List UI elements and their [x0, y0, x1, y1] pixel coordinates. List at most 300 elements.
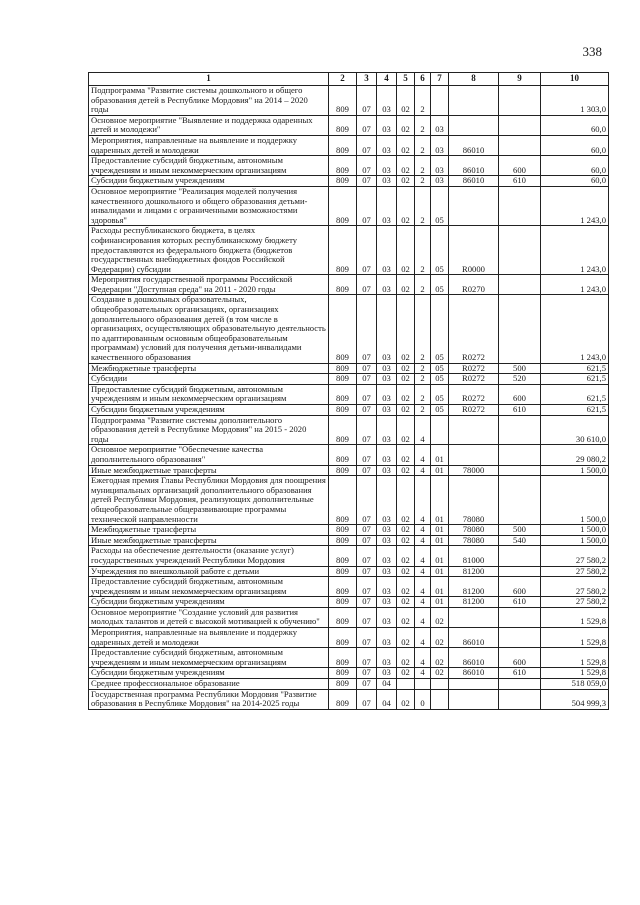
table-row: [89, 115, 609, 135]
event-code: 02: [431, 628, 449, 648]
subsection-code: 03: [377, 628, 397, 648]
program-code: 02: [397, 648, 415, 668]
section-code: 07: [357, 597, 377, 608]
row-name: Учреждения по внешкольной работе с детьми: [89, 566, 329, 577]
direction-code: [449, 115, 499, 135]
table-row: [89, 363, 609, 374]
row-name: Предоставление субсидий бюджетным, автономным учреждениям и иным некоммерческим организациям: [89, 384, 329, 404]
program-code: 02: [397, 176, 415, 187]
program-code: 02: [397, 186, 415, 225]
program-code: 02: [397, 275, 415, 295]
section-code: 07: [357, 186, 377, 225]
row-name: Субсидии бюджетным учреждениям: [89, 176, 329, 187]
section-code: 07: [357, 295, 377, 363]
direction-code: [449, 415, 499, 445]
subprogram-code: 4: [415, 535, 431, 546]
event-code: [431, 689, 449, 709]
row-name: Субсидии бюджетным учреждениям: [89, 668, 329, 679]
subprogram-code: 4: [415, 445, 431, 465]
subsection-code: 03: [377, 546, 397, 566]
column-header: 7: [431, 73, 449, 86]
subprogram-code: 2: [415, 156, 431, 176]
subprogram-code: 2: [415, 275, 431, 295]
row-name: Подпрограмма "Развитие системы дошкольного и общего образования детей в Республике Мордовия" на 2014 – 2020 годы: [89, 86, 329, 116]
subsection-code: 03: [377, 135, 397, 155]
section-code: 07: [357, 415, 377, 445]
program-code: 02: [397, 546, 415, 566]
table-row: [89, 679, 609, 690]
amount: 60,0: [541, 135, 609, 155]
program-code: 02: [397, 405, 415, 416]
direction-code: 86010: [449, 135, 499, 155]
program-code: 02: [397, 476, 415, 525]
subprogram-code: 4: [415, 546, 431, 566]
admin-code: 809: [329, 607, 357, 627]
section-code: 07: [357, 679, 377, 690]
subsection-code: 03: [377, 577, 397, 597]
direction-code: [449, 607, 499, 627]
subprogram-code: [415, 679, 431, 690]
admin-code: 809: [329, 363, 357, 374]
table-header-row: [89, 73, 609, 86]
expense-type-code: [499, 465, 541, 476]
amount: 1 243,0: [541, 275, 609, 295]
subprogram-code: 4: [415, 415, 431, 445]
program-code: 02: [397, 374, 415, 385]
table-row: [89, 384, 609, 404]
event-code: 05: [431, 384, 449, 404]
expense-type-code: [499, 275, 541, 295]
subprogram-code: 2: [415, 384, 431, 404]
event-code: 05: [431, 226, 449, 275]
event-code: 05: [431, 405, 449, 416]
admin-code: 809: [329, 384, 357, 404]
subprogram-code: 4: [415, 465, 431, 476]
row-name: Основное мероприятие "Выявление и поддержка одаренных детей и молодежи": [89, 115, 329, 135]
row-name: Межбюджетные трансферты: [89, 525, 329, 536]
row-name: Среднее профессиональное образование: [89, 679, 329, 690]
admin-code: 809: [329, 679, 357, 690]
event-code: 02: [431, 607, 449, 627]
expense-type-code: [499, 415, 541, 445]
expense-type-code: 610: [499, 597, 541, 608]
admin-code: 809: [329, 476, 357, 525]
direction-code: R0272: [449, 295, 499, 363]
table-row: [89, 648, 609, 668]
subsection-code: 03: [377, 415, 397, 445]
row-name: Мероприятия государственной программы Российской Федерации "Доступная среда" на 2011 - 2020 годы: [89, 275, 329, 295]
direction-code: 81200: [449, 566, 499, 577]
admin-code: 809: [329, 535, 357, 546]
program-code: 02: [397, 577, 415, 597]
expense-type-code: 600: [499, 384, 541, 404]
row-name: Межбюджетные трансферты: [89, 363, 329, 374]
subprogram-code: 2: [415, 405, 431, 416]
section-code: 07: [357, 135, 377, 155]
subsection-code: 03: [377, 374, 397, 385]
column-header: 2: [329, 73, 357, 86]
subsection-code: 03: [377, 535, 397, 546]
row-name: Субсидии: [89, 374, 329, 385]
column-header: 8: [449, 73, 499, 86]
program-code: 02: [397, 607, 415, 627]
amount: 27 580,2: [541, 577, 609, 597]
subprogram-code: 4: [415, 525, 431, 536]
expense-type-code: [499, 679, 541, 690]
subsection-code: 03: [377, 445, 397, 465]
expense-type-code: [499, 295, 541, 363]
subsection-code: 03: [377, 525, 397, 536]
amount: 1 529,8: [541, 607, 609, 627]
subsection-code: 03: [377, 648, 397, 668]
section-code: 07: [357, 535, 377, 546]
amount: 60,0: [541, 176, 609, 187]
direction-code: R0000: [449, 226, 499, 275]
table-row: [89, 176, 609, 187]
event-code: 03: [431, 135, 449, 155]
table-row: [89, 135, 609, 155]
program-code: 02: [397, 115, 415, 135]
program-code: 02: [397, 689, 415, 709]
admin-code: 809: [329, 628, 357, 648]
subprogram-code: 2: [415, 135, 431, 155]
subprogram-code: 2: [415, 115, 431, 135]
row-name: Основное мероприятие "Создание условий для развития молодых талантов и детей с высокой мотивацией к обучению": [89, 607, 329, 627]
event-code: 01: [431, 476, 449, 525]
section-code: 07: [357, 525, 377, 536]
event-code: [431, 415, 449, 445]
admin-code: 809: [329, 374, 357, 385]
amount: 621,5: [541, 405, 609, 416]
amount: 29 080,2: [541, 445, 609, 465]
direction-code: R0270: [449, 275, 499, 295]
subsection-code: 03: [377, 226, 397, 275]
program-code: 02: [397, 535, 415, 546]
direction-code: 81000: [449, 546, 499, 566]
subsection-code: 03: [377, 597, 397, 608]
event-code: 03: [431, 156, 449, 176]
section-code: 07: [357, 668, 377, 679]
admin-code: 809: [329, 577, 357, 597]
column-header: 10: [541, 73, 609, 86]
direction-code: R0272: [449, 374, 499, 385]
table-row: [89, 405, 609, 416]
table-row: [89, 476, 609, 525]
section-code: 07: [357, 156, 377, 176]
amount: 27 580,2: [541, 546, 609, 566]
table-row: [89, 577, 609, 597]
section-code: 07: [357, 226, 377, 275]
subprogram-code: 4: [415, 648, 431, 668]
event-code: 03: [431, 115, 449, 135]
admin-code: 809: [329, 226, 357, 275]
program-code: 02: [397, 295, 415, 363]
admin-code: 809: [329, 295, 357, 363]
direction-code: 81200: [449, 597, 499, 608]
admin-code: 809: [329, 186, 357, 225]
event-code: 05: [431, 275, 449, 295]
subsection-code: 03: [377, 476, 397, 525]
budget-table: [88, 72, 609, 710]
row-name: Государственная программа Республики Мордовия "Развитие образования в Республике Мордовия" на 2014-2025 годы: [89, 689, 329, 709]
program-code: 02: [397, 525, 415, 536]
event-code: [431, 679, 449, 690]
expense-type-code: 600: [499, 577, 541, 597]
expense-type-code: 600: [499, 156, 541, 176]
table-row: [89, 226, 609, 275]
section-code: 07: [357, 566, 377, 577]
table-row: [89, 374, 609, 385]
amount: 1 500,0: [541, 465, 609, 476]
row-name: Расходы на обеспечение деятельности (оказание услуг) государственных учреждений Республики Мордовия: [89, 546, 329, 566]
amount: 27 580,2: [541, 566, 609, 577]
program-code: 02: [397, 415, 415, 445]
amount: 30 610,0: [541, 415, 609, 445]
program-code: 02: [397, 465, 415, 476]
amount: 1 529,8: [541, 668, 609, 679]
amount: 60,0: [541, 156, 609, 176]
subsection-code: 04: [377, 689, 397, 709]
subprogram-code: 4: [415, 597, 431, 608]
section-code: 07: [357, 374, 377, 385]
row-name: Мероприятия, направленные на выявление и поддержку одаренных детей и молодежи: [89, 135, 329, 155]
admin-code: 809: [329, 176, 357, 187]
admin-code: 809: [329, 405, 357, 416]
table-row: [89, 465, 609, 476]
row-name: Предоставление субсидий бюджетным, автономным учреждениям и иным некоммерческим организациям: [89, 648, 329, 668]
column-header: 9: [499, 73, 541, 86]
subsection-code: 03: [377, 363, 397, 374]
event-code: 02: [431, 648, 449, 668]
amount: 621,5: [541, 374, 609, 385]
expense-type-code: 610: [499, 176, 541, 187]
table-row: [89, 445, 609, 465]
table-row: [89, 535, 609, 546]
amount: 621,5: [541, 363, 609, 374]
admin-code: 809: [329, 465, 357, 476]
subsection-code: 03: [377, 295, 397, 363]
section-code: 07: [357, 628, 377, 648]
event-code: 01: [431, 445, 449, 465]
expense-type-code: 500: [499, 525, 541, 536]
subprogram-code: 4: [415, 476, 431, 525]
admin-code: 809: [329, 566, 357, 577]
expense-type-code: [499, 115, 541, 135]
direction-code: R0272: [449, 384, 499, 404]
subsection-code: 03: [377, 566, 397, 577]
direction-code: [449, 186, 499, 225]
admin-code: 809: [329, 115, 357, 135]
program-code: 02: [397, 363, 415, 374]
program-code: 02: [397, 597, 415, 608]
table-row: [89, 566, 609, 577]
table-row: [89, 668, 609, 679]
table-row: [89, 689, 609, 709]
event-code: 03: [431, 176, 449, 187]
table-row: [89, 525, 609, 536]
subsection-code: 03: [377, 465, 397, 476]
subprogram-code: 2: [415, 226, 431, 275]
expense-type-code: [499, 445, 541, 465]
table-row: [89, 628, 609, 648]
amount: 1 243,0: [541, 186, 609, 225]
section-code: 07: [357, 176, 377, 187]
admin-code: 809: [329, 689, 357, 709]
subsection-code: 03: [377, 384, 397, 404]
event-code: 05: [431, 186, 449, 225]
subprogram-code: 0: [415, 689, 431, 709]
subsection-code: 04: [377, 679, 397, 690]
direction-code: 78080: [449, 535, 499, 546]
subprogram-code: 2: [415, 295, 431, 363]
subprogram-code: 4: [415, 668, 431, 679]
direction-code: 86010: [449, 156, 499, 176]
section-code: 07: [357, 465, 377, 476]
table-row: [89, 607, 609, 627]
admin-code: 809: [329, 668, 357, 679]
event-code: 01: [431, 525, 449, 536]
page-number: 338: [582, 44, 602, 59]
direction-code: 86010: [449, 628, 499, 648]
direction-code: 86010: [449, 668, 499, 679]
expense-type-code: [499, 135, 541, 155]
program-code: 02: [397, 156, 415, 176]
direction-code: [449, 679, 499, 690]
admin-code: 809: [329, 275, 357, 295]
subprogram-code: 4: [415, 566, 431, 577]
section-code: 07: [357, 689, 377, 709]
subsection-code: 03: [377, 275, 397, 295]
amount: 1 500,0: [541, 525, 609, 536]
amount: 27 580,2: [541, 597, 609, 608]
expense-type-code: [499, 628, 541, 648]
amount: 518 059,0: [541, 679, 609, 690]
subsection-code: 03: [377, 86, 397, 116]
row-name: Предоставление субсидий бюджетным, автономным учреждениям и иным некоммерческим организациям: [89, 577, 329, 597]
event-code: 01: [431, 465, 449, 476]
amount: 621,5: [541, 384, 609, 404]
expense-type-code: [499, 226, 541, 275]
subsection-code: 03: [377, 176, 397, 187]
section-code: 07: [357, 546, 377, 566]
direction-code: [449, 86, 499, 116]
row-name: Субсидии бюджетным учреждениям: [89, 597, 329, 608]
row-name: Иные межбюджетные трансферты: [89, 465, 329, 476]
table-body: [89, 86, 609, 710]
column-header: 4: [377, 73, 397, 86]
section-code: 07: [357, 275, 377, 295]
event-code: 01: [431, 597, 449, 608]
direction-code: 78080: [449, 476, 499, 525]
table-row: [89, 597, 609, 608]
subprogram-code: 4: [415, 607, 431, 627]
subsection-code: 03: [377, 115, 397, 135]
admin-code: 809: [329, 135, 357, 155]
row-name: Предоставление субсидий бюджетным, автономным учреждениям и иным некоммерческим организациям: [89, 156, 329, 176]
column-header: 5: [397, 73, 415, 86]
admin-code: 809: [329, 546, 357, 566]
subprogram-code: 2: [415, 374, 431, 385]
column-header: 6: [415, 73, 431, 86]
row-name: Мероприятия, направленные на выявление и поддержку одаренных детей и молодежи: [89, 628, 329, 648]
event-code: 01: [431, 535, 449, 546]
row-name: Субсидии бюджетным учреждениям: [89, 405, 329, 416]
event-code: 02: [431, 668, 449, 679]
row-name: Создание в дошкольных образовательных, общеобразовательных организациях, организациях дополнительного образования детей (в том числе в организациях, осуществляющих образовательную деятельность по адаптированным основным общеобразовательным программам) условий для получения детьми-инвалидами качественного образования: [89, 295, 329, 363]
amount: 60,0: [541, 115, 609, 135]
row-name: Ежегодная премия Главы Республики Мордовия для поощрения муниципальных организаций дополнительного образования детей Республики Мордовия, реализующих дополнительные общеобразовательные общеразвивающие программы технической направленности: [89, 476, 329, 525]
event-code: 05: [431, 295, 449, 363]
column-header: 3: [357, 73, 377, 86]
expense-type-code: [499, 689, 541, 709]
event-code: 01: [431, 546, 449, 566]
amount: 1 529,8: [541, 628, 609, 648]
program-code: 02: [397, 668, 415, 679]
direction-code: 86010: [449, 648, 499, 668]
subsection-code: 03: [377, 668, 397, 679]
subsection-code: 03: [377, 156, 397, 176]
direction-code: [449, 445, 499, 465]
amount: 1 243,0: [541, 226, 609, 275]
section-code: 07: [357, 86, 377, 116]
program-code: 02: [397, 628, 415, 648]
amount: 1 500,0: [541, 535, 609, 546]
row-name: Основное мероприятие "Реализация моделей получения качественного дошкольного и общего образования детьми-инвалидами и лицами с ограниченными возможностями здоровья": [89, 186, 329, 225]
admin-code: 809: [329, 597, 357, 608]
section-code: 07: [357, 577, 377, 597]
section-code: 07: [357, 607, 377, 627]
program-code: 02: [397, 566, 415, 577]
expense-type-code: 600: [499, 648, 541, 668]
table-row: [89, 156, 609, 176]
amount: 504 999,3: [541, 689, 609, 709]
expense-type-code: 520: [499, 374, 541, 385]
subsection-code: 03: [377, 607, 397, 627]
table-row: [89, 546, 609, 566]
subprogram-code: 2: [415, 86, 431, 116]
section-code: 07: [357, 405, 377, 416]
expense-type-code: 610: [499, 405, 541, 416]
event-code: 01: [431, 577, 449, 597]
amount: 1 529,8: [541, 648, 609, 668]
expense-type-code: [499, 546, 541, 566]
subsection-code: 03: [377, 405, 397, 416]
direction-code: 81200: [449, 577, 499, 597]
section-code: 07: [357, 363, 377, 374]
section-code: 07: [357, 384, 377, 404]
subprogram-code: 2: [415, 186, 431, 225]
expense-type-code: 500: [499, 363, 541, 374]
table-row: [89, 86, 609, 116]
program-code: 02: [397, 384, 415, 404]
subprogram-code: 2: [415, 176, 431, 187]
expense-type-code: [499, 566, 541, 577]
program-code: 02: [397, 226, 415, 275]
direction-code: 86010: [449, 176, 499, 187]
amount: 1 303,0: [541, 86, 609, 116]
direction-code: 78080: [449, 525, 499, 536]
event-code: 05: [431, 363, 449, 374]
expense-type-code: [499, 476, 541, 525]
subprogram-code: 4: [415, 628, 431, 648]
expense-type-code: 610: [499, 668, 541, 679]
row-name: Основное мероприятие "Обеспечение качества дополнительного образования": [89, 445, 329, 465]
section-code: 07: [357, 115, 377, 135]
expense-type-code: [499, 186, 541, 225]
admin-code: 809: [329, 156, 357, 176]
section-code: 07: [357, 648, 377, 668]
expense-type-code: [499, 86, 541, 116]
